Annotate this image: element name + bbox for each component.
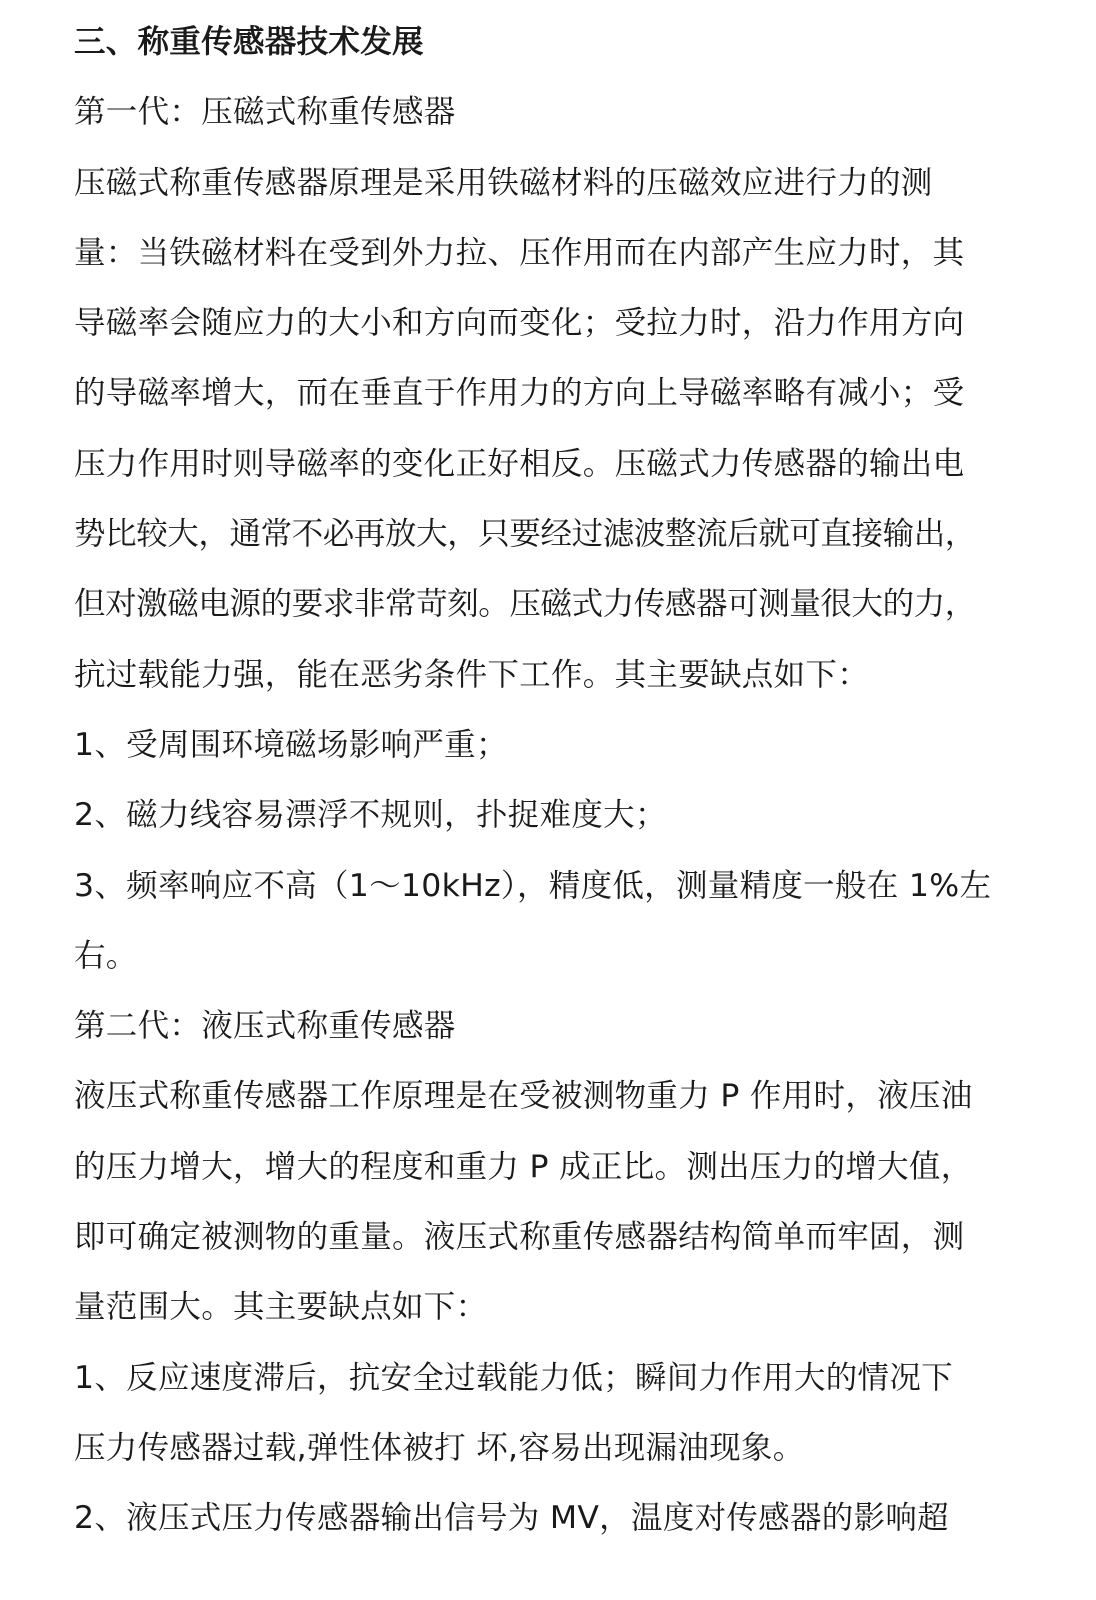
section-heading: 三、称重传感器技术发展 (74, 24, 424, 60)
gen1-drawback-item: 2、磁力线容易漂浮不规则，扑捉难度大； (74, 797, 667, 834)
gen1-drawback-item: 1、受周围环境磁场影响严重； (74, 726, 508, 763)
gen2-paragraph-line: 量范围大。其主要缺点如下： (74, 1289, 488, 1326)
gen2-drawback-item: 1、反应速度滞后，抗安全过载能力低；瞬间力作用大的情况下 (74, 1359, 953, 1396)
gen1-paragraph-line: 压力作用时则导磁率的变化正好相反。压磁式力传感器的输出电 (74, 445, 965, 482)
gen1-paragraph-line: 导磁率会随应力的大小和方向而变化；受拉力时，沿力作用方向 (74, 305, 965, 342)
gen1-paragraph-line: 的导磁率增大，而在垂直于作用力的方向上导磁率略有减小；受 (74, 375, 965, 412)
gen2-paragraph-line: 的压力增大，增大的程度和重力 P 成正比。测出压力的增大值， (74, 1148, 973, 1185)
gen1-paragraph-line: 但对激磁电源的要求非常苛刻。压磁式力传感器可测量很大的力， (74, 586, 976, 623)
gen1-paragraph-line: 势比较大，通常不必再放大，只要经过滤波整流后就可直接输出， (74, 516, 976, 553)
gen1-paragraph-line: 压磁式称重传感器原理是采用铁磁材料的压磁效应进行力的测 (74, 164, 933, 201)
gen1-paragraph-line: 抗过载能力强，能在恶劣条件下工作。其主要缺点如下： (74, 656, 870, 693)
gen2-title: 第二代：液压式称重传感器 (74, 1008, 456, 1045)
gen1-title: 第一代：压磁式称重传感器 (74, 94, 456, 131)
gen1-drawback-item: 右。 (74, 937, 138, 974)
gen2-drawback-item: 2、液压式压力传感器输出信号为 MV，温度对传感器的影响超 (74, 1500, 949, 1537)
gen2-drawback-item: 压力传感器过载,弹性体被打 坏,容易出现漏油现象。 (74, 1429, 805, 1466)
gen1-drawback-item: 3、频率响应不高（1～10kHz），精度低，测量精度一般在 1%左 (74, 867, 992, 904)
document-page (74, 14, 1034, 1561)
gen1-paragraph-line: 量：当铁磁材料在受到外力拉、压作用而在内部产生应力时，其 (74, 234, 965, 271)
gen2-paragraph-line: 液压式称重传感器工作原理是在受被测物重力 P 作用时，液压油 (74, 1078, 973, 1115)
gen2-paragraph-line: 即可确定被测物的重量。液压式称重传感器结构简单而牢固，测 (74, 1219, 965, 1256)
